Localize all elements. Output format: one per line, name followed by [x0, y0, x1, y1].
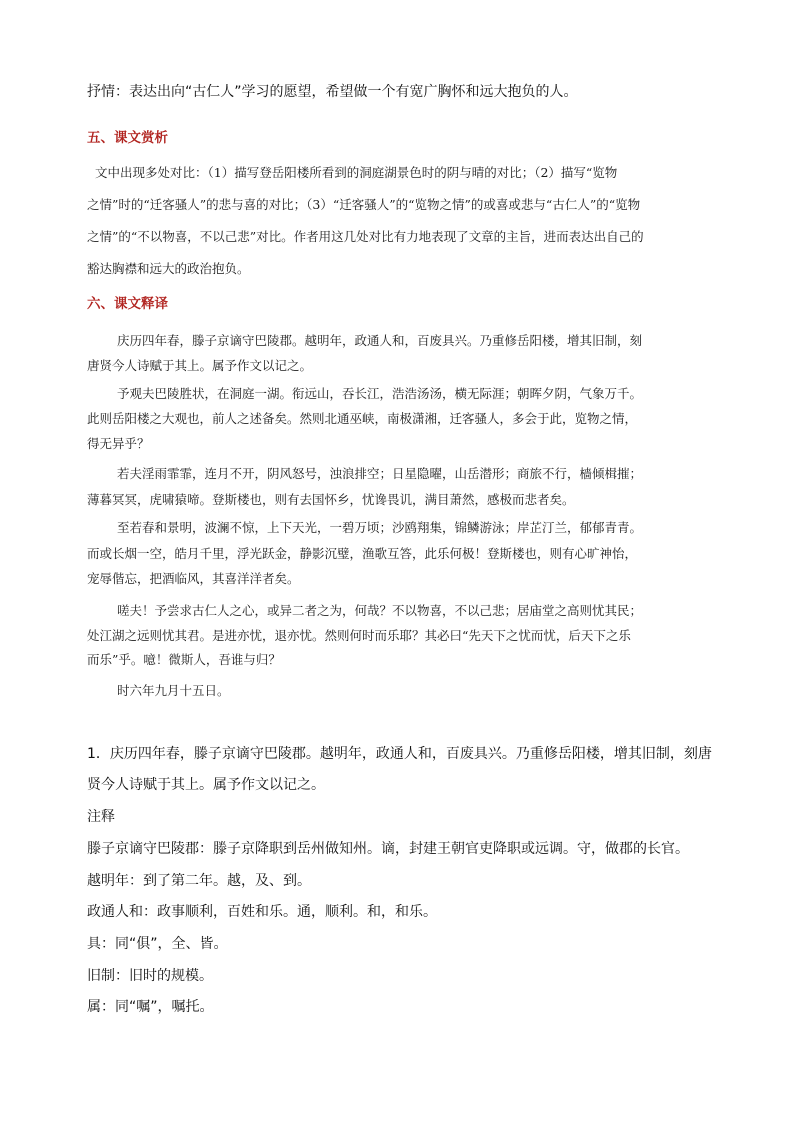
- original-text-line: 此则岳阳楼之大观也，前人之述备矣。然则北通巫峡，南极潇湘，迁客骚人，多会于此，览物之情，: [87, 411, 638, 426]
- original-text-line: 薄暮冥冥，虎啸猿啼。登斯楼也，则有去国怀乡，忧谗畏讥，满目萧然，感极而悲者矣。: [87, 492, 575, 507]
- original-text-line: 处江湖之远则忧其君。是进亦忧，退亦忧。然则何时而乐耶？其必曰“先天下之忧而忧，后天下之乐: [87, 628, 631, 643]
- note-line: 越明年：到了第二年。越，及、到。: [87, 873, 311, 889]
- appreciation-line: 之情”的“不以物喜，不以己悲”对比。作者用这几处对比有力地表现了文章的主旨，进而表达出自己的: [87, 229, 644, 244]
- appreciation-line: 文中出现多处对比：（1）描写登岳阳楼所看到的洞庭湖景色时的阴与晴的对比；（2）描写“览物: [95, 165, 618, 180]
- original-text-line: 唐贤今人诗赋于其上。属予作文以记之。: [87, 358, 313, 373]
- section-6-title: 六、课文释译: [87, 296, 168, 312]
- appreciation-line: 豁达胸襟和远大的政治抱负。: [87, 261, 250, 276]
- original-text-line: 嗟夫！予尝求古仁人之心，或异二者之为，何哉？不以物喜，不以己悲；居庙堂之高则忧其民；: [117, 603, 643, 618]
- original-text-line: 而或长烟一空，皓月千里，浮光跃金，静影沉璧，渔歌互答，此乐何极！登斯楼也，则有心旷神怡，: [87, 546, 638, 561]
- lyric-line: 抒情：表达出向“古仁人”学习的愿望，希望做一个有宽广胸怀和远大抱负的人。: [87, 84, 578, 100]
- notes-label: 注释: [87, 809, 115, 825]
- original-text-line: 予观夫巴陵胜状，在洞庭一湖。衔远山，吞长江，浩浩汤汤，横无际涯；朝晖夕阴，气象万千。: [117, 386, 643, 401]
- original-text-line: 时六年九月十五日。: [117, 683, 230, 698]
- note-line: 滕子京谪守巴陵郡：滕子京降职到岳州做知州。谪，封建王朝官吏降职或远调。守，做郡的长官。: [87, 841, 689, 857]
- note-line: 属：同“嘱”，嘱托。: [87, 999, 214, 1015]
- original-text-line: 而乐”乎。噫！微斯人，吾谁与归？: [87, 652, 281, 667]
- appreciation-line: 之情”时的“迁客骚人”的悲与喜的对比；（3）“迁客骚人”的“览物之情”的或喜或悲与“古仁人”的“览物: [87, 197, 641, 212]
- original-text-line: 庆历四年春，滕子京谪守巴陵郡。越明年，政通人和，百废具兴。乃重修岳阳楼，增其旧制，刻: [117, 333, 643, 348]
- note-line: 旧制：旧时的规模。: [87, 968, 213, 984]
- original-text-line: 得无异乎？: [87, 436, 150, 451]
- note-line: 政通人和：政事顺利，百姓和乐。通，顺利。和，和乐。: [87, 904, 437, 920]
- note-line: 具：同“俱”，全、皆。: [87, 936, 228, 952]
- section-5-title: 五、课文赏析: [87, 130, 168, 146]
- original-text-line: 至若春和景明，波澜不惊，上下天光，一碧万顷；沙鸥翔集，锦鳞游泳；岸芷汀兰，郁郁青青。: [117, 520, 643, 535]
- original-text-line: 若夫淫雨霏霏，连月不开，阴风怒号，浊浪排空；日星隐曜，山岳潜形；商旅不行，樯倾楫摧；: [117, 466, 643, 481]
- item-1-line: 贤今人诗赋于其上。属予作文以记之。: [87, 777, 325, 793]
- original-text-line: 宠辱偕忘，把酒临风，其喜洋洋者矣。: [87, 571, 300, 586]
- item-1-line: 1．庆历四年春，滕子京谪守巴陵郡。越明年，政通人和，百废具兴。乃重修岳阳楼，增其旧制，刻唐: [87, 746, 712, 762]
